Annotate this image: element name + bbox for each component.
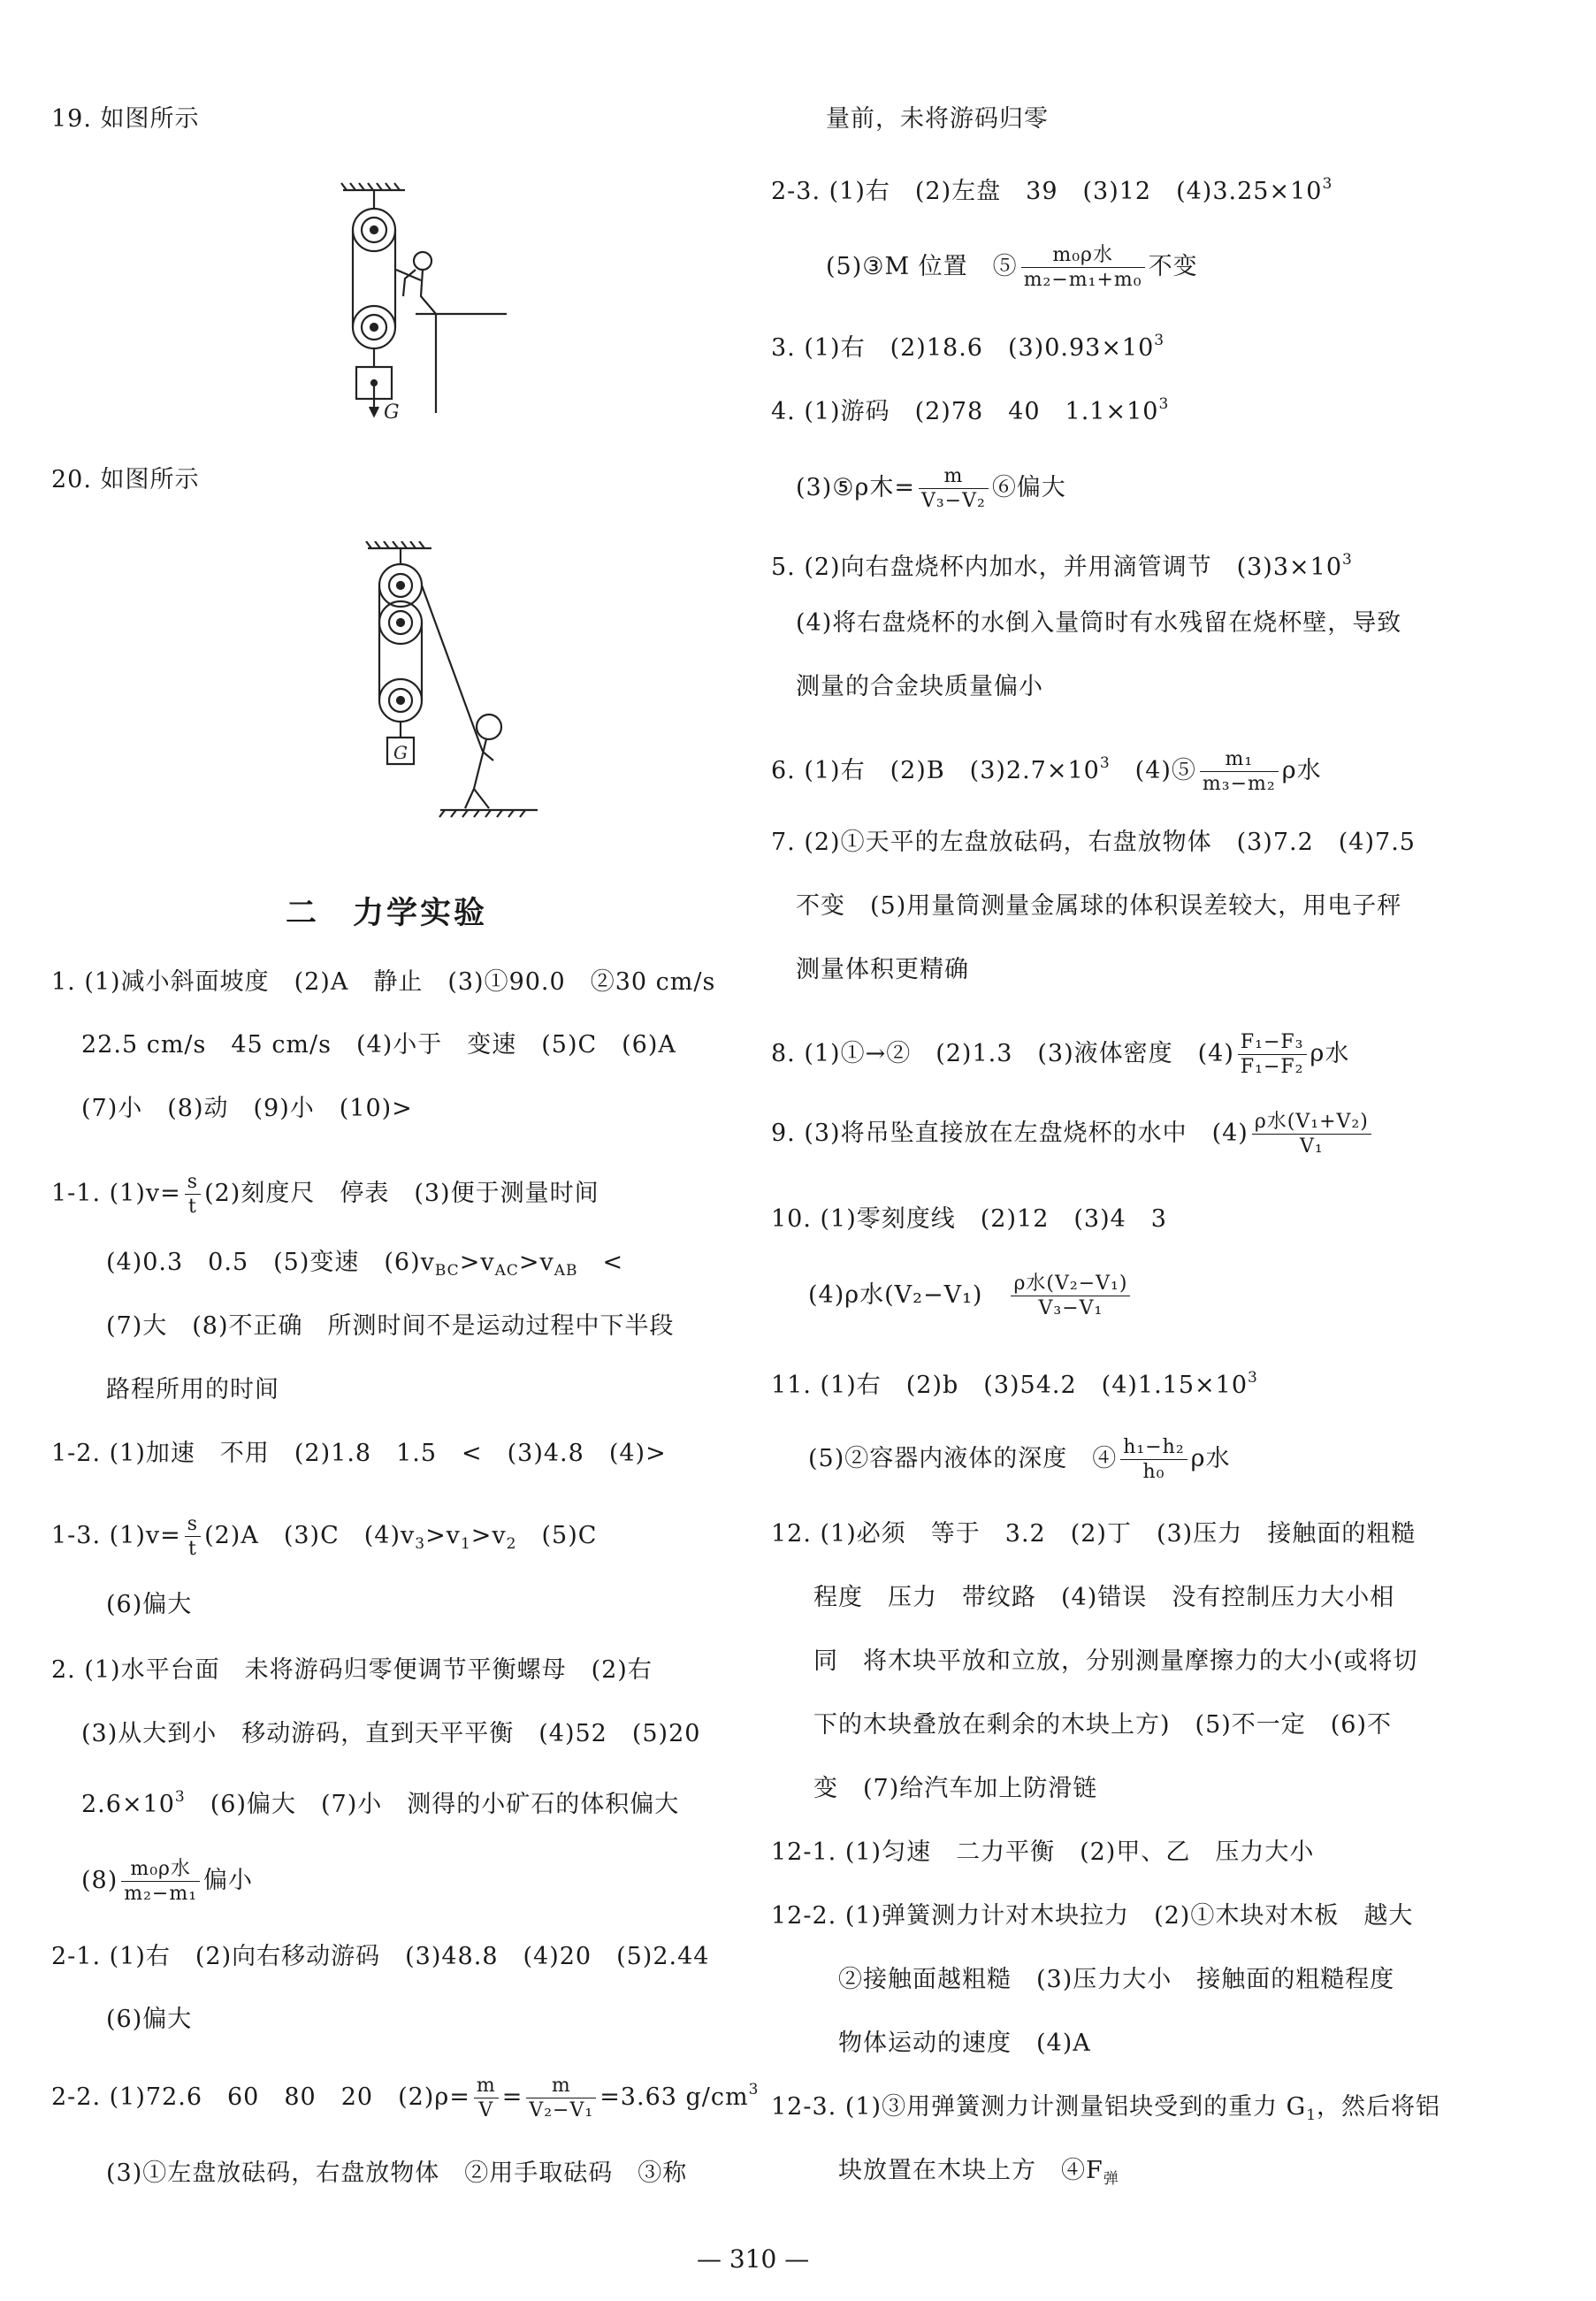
answer-9: 9. (3)将吊坠直接放在左盘烧杯的水中 (4) $\frac{\text{ρ水(V₁+V₂)}}{\text{V₁}}$ xyxy=(771,1110,1375,1158)
answer-2: 2. (1)水平台面 未将游码归零便调节平衡螺母 (2)右 xyxy=(51,1656,653,1684)
answer-1-3: 1-3. (1)v= $\frac{s}{t}$ (2)A (3)C $(4)v_3>v_1>v_2$ (5)C xyxy=(51,1513,598,1560)
answer-12-cont: 下的木块叠放在剩余的木块上方) (5)不一定 (6)不 xyxy=(813,1711,1393,1739)
answer-1-1: 1-1. (1)v= $\frac{s}{t}$ (2)刻度尺 停表 (3)便于测量时间 xyxy=(51,1171,599,1218)
answer-1-2: 1-2. (1)加速 不用 (2)1.8 1.5 < (3)4.8 (4)> xyxy=(51,1440,667,1467)
force-label-g: G xyxy=(384,401,400,420)
answer-12: 12. (1)必须 等于 3.2 (2)丁 (3)压力 接触面的粗糙 xyxy=(771,1520,1417,1548)
answer-1-3-cont: (6)偏大 xyxy=(106,1591,193,1618)
answer-1: 1. (1)减小斜面坡度 (2)A 静止 (3)①90.0 ②30 cm/s xyxy=(51,968,716,996)
answer-2-1: 2-1. (1)右 (2)向右移动游码 (3)48.8 (4)20 (5)2.44 xyxy=(51,1943,710,1970)
answer-10-cont: (4)ρ水(V₂−V₁) $\frac{\text{ρ水(V₂−V₁)}}{\text{V₃−V₁}}$ xyxy=(808,1272,1134,1320)
answer-12-3: 12-3. (1)③用弹簧测力计测量铝块受到的重力 $G_1$，然后将铝 xyxy=(771,2093,1441,2124)
question-20: 20. 如图所示 xyxy=(51,466,200,493)
answer-5-cont: (4)将右盘烧杯的水倒入量筒时有水残留在烧杯壁，导致 xyxy=(796,609,1402,637)
answer-12-cont: 程度 压力 带纹路 (4)错误 没有控制压力大小相 xyxy=(813,1584,1395,1611)
answer-5-cont: 测量的合金块质量偏小 xyxy=(796,673,1043,700)
answer-3: 3. (1)右 (2)18.6 $(3)0.93\times 10^3$ xyxy=(771,332,1165,362)
answer-12-3-cont: 块放置在木块上方 $④F_弹$ xyxy=(838,2157,1119,2188)
answer-1-1-cont: 路程所用的时间 xyxy=(106,1376,279,1403)
answer-2-3-cont: (5)③M 位置 ⑤ $\frac{\text{m₀ρ水}}{\text{m₂−m₁+m₀}}$ 不变 xyxy=(826,244,1198,291)
answer-5: 5. (2)向右盘烧杯内加水，并用滴管调节 $(3)3\times 10^3$ xyxy=(771,551,1353,581)
answer-2-1-cont: (6)偏大 xyxy=(106,2006,193,2033)
question-19: 19. 如图所示 xyxy=(51,105,200,133)
page-number: — 310 — xyxy=(697,2244,810,2274)
answer-7: 7. (2)①天平的左盘放砝码，右盘放物体 (3)7.2 (4)7.5 xyxy=(771,829,1416,856)
answer-10: 10. (1)零刻度线 (2)12 (3)4 3 xyxy=(771,1205,1167,1233)
answer-11: 11. (1)右 (2)b (3)54.2 $(4)1.15\times 10^3$ xyxy=(771,1369,1258,1399)
answer-8: 8. (1)①→② (2)1.3 (3)液体密度 (4) $\frac{\text{F₁−F₃}}{\text{F₁−F₂}}$ ρ水 xyxy=(771,1031,1350,1078)
answer-12-2: 12-2. (1)弹簧测力计对木块拉力 (2)①木块对木板 越大 xyxy=(771,1902,1414,1930)
answer-12-2-cont: 物体运动的速度 (4)A xyxy=(838,2030,1091,2057)
answer-2-2-cont: (3)①左盘放砝码，右盘放物体 ②用手取砝码 ③称 xyxy=(106,2160,688,2187)
answer-12-1: 12-1. (1)匀速 二力平衡 (2)甲、乙 压力大小 xyxy=(771,1839,1315,1866)
answer-4-cont: (3)⑤ρ木= $\frac{m}{\text{V₃−V₂}}$ ⑥偏大 xyxy=(796,465,1066,512)
answer-2-2-cont: 量前，未将游码归零 xyxy=(826,105,1049,133)
answer-1-1-cont: (7)大 (8)不正确 所测时间不是运动过程中下半段 xyxy=(106,1312,675,1340)
answer-12-cont: 同 将木块平放和立放，分别测量摩擦力的大小(或将切 xyxy=(813,1647,1418,1675)
answer-12-2-cont: ②接触面越粗糙 (3)压力大小 接触面的粗糙程度 xyxy=(838,1966,1395,1993)
answer-2-cont: $2.6\times 10^3$ (6)偏大 (7)小 测得的小矿石的体积偏大 xyxy=(81,1788,680,1818)
section-title: 二 力学实验 xyxy=(286,896,488,931)
answer-7-cont: 不变 (5)用量筒测量金属球的体积误差较大，用电子秤 xyxy=(796,892,1402,920)
answer-7-cont: 测量体积更精确 xyxy=(796,956,969,983)
answer-2-3: 2-3. (1)右 (2)左盘 39 (3)12 $(4)3.25\times 10^3$ xyxy=(771,175,1333,205)
answer-2-cont: (3)从大到小 移动游码，直到天平平衡 (4)52 (5)20 xyxy=(81,1720,701,1747)
answer-2-2: 2-2. (1)72.6 60 80 20 (2)ρ= $\frac{m}{V}$ = $\frac{m}{\text{V₂−V₁}}$ =3.63 $g/cm^3$ xyxy=(51,2075,760,2121)
force-label-g: G xyxy=(393,742,408,763)
answer-6: 6. (1)右 (2)B $(3)2.7\times 10^3$ (4)⑤ $\frac{\text{m₁}}{\text{m₃−m₂}}$ ρ水 xyxy=(771,748,1322,795)
pulley-figure-19 xyxy=(334,181,529,420)
answer-1-cont: 22.5 cm/s 45 cm/s (4)小于 变速 (5)C (6)A xyxy=(81,1031,676,1059)
answer-4: 4. (1)游码 (2)78 40 $1.1\times 10^3$ xyxy=(771,395,1170,425)
pulley-figure-20 xyxy=(317,541,546,842)
answer-12-cont: 变 (7)给汽车加上防滑链 xyxy=(813,1775,1098,1802)
answer-1-cont: (7)小 (8)动 (9)小 (10)> xyxy=(81,1095,413,1122)
answer-1-1-cont: (4)0.3 0.5 (5)变速 $(6)v_{BC}>v_{AC}>v_{AB}$ < xyxy=(106,1249,624,1280)
answer-11-cont: (5)②容器内液体的深度 ④ $\frac{\text{h₁−h₂}}{\text{h₀}}$ ρ水 xyxy=(808,1436,1231,1483)
answer-2-cont: (8) $\frac{\text{m₀ρ水}}{\text{m₂−m₁}}$ 偏小 xyxy=(81,1858,254,1905)
